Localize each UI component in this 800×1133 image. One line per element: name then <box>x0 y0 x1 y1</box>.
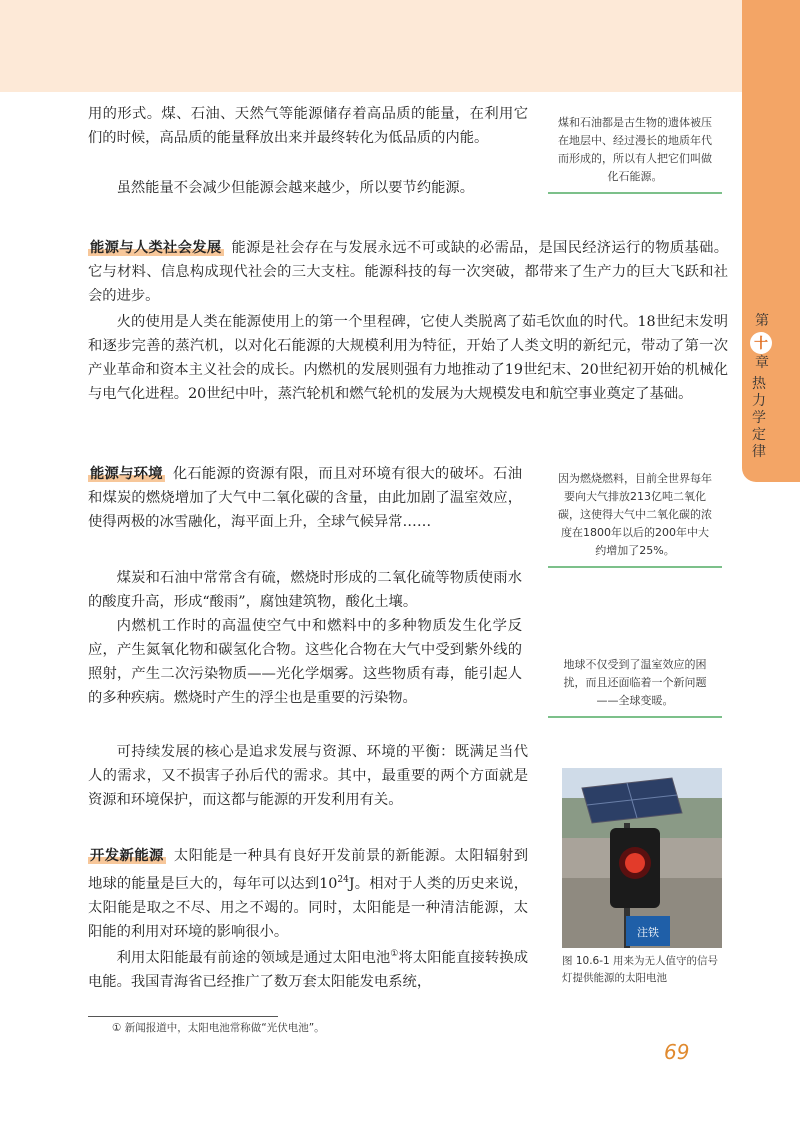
footnote: ① 新闻报道中，太阳电池常称做“光伏电池”。 <box>112 1022 325 1034</box>
section-energy-environment-p4: 可持续发展的核心是追求发展与资源、环境的平衡：既满足当代人的需求，又不损害子孙后代的需求。其中，最重要的两个方面就是资源和环境保护，而这都与能源的开发利用有关。 <box>88 744 528 808</box>
page-number: 69 <box>664 1040 690 1064</box>
exponent: 24 <box>337 875 349 885</box>
chapter-label-bottom: 章 <box>755 355 769 371</box>
section-new-energy-p2-b: 将太阳能直接转换成电能。我国青海省已经推广了数万套太阳能发电系统， <box>88 949 529 990</box>
section-new-energy-p2 <box>88 942 528 994</box>
section-heading-new-energy: 开发新能源 <box>90 848 164 864</box>
side-note-co2-emissions: 因为燃烧燃料，目前全世界每年要向大气排放213亿吨二氧化碳，这使得大气中二氧化碳的浓度在1800年以后的200年中大约增加了25%。 <box>548 464 722 568</box>
side-note-global-warming: 地球不仅受到了温室效应的困扰，而且还面临着一个新问题——全球变暖。 <box>548 650 722 718</box>
section-energy-society-p2: 火的使用是人类在能源使用上的第一个里程碑，它使人类脱离了茹毛饮血的时代。18世纪末发明和逐步完善的蒸汽机，以对化石能源的大规模利用为特征，开始了人类文明的新纪元，带动了第一次产业革命和资本主义社会的成长。内燃机的发展则强有力地推动了19世纪末、20世纪初开始的机械化与电气化进程。20世纪中叶，蒸汽轮机和燃气轮机的发展为大规模发电和航空事业奠定了基础。 <box>88 314 728 402</box>
chapter-label-top: 第 <box>755 313 769 329</box>
section-energy-environment-text: 化石能源的资源有限，而且对环境有很大的破坏。石油和煤炭的燃烧增加了大气中二氧化碳的含量，由此加剧了温室效应，使得两极的冰雪融化，海平面上升，全球气候异常…… <box>88 466 523 530</box>
section-new-energy-text-b: J。相对于人类的历史来说，太阳能是取之不尽、用之不竭的。同时，太阳能是一种清洁能源，太阳能的利用对环境的影响很小。 <box>88 875 528 940</box>
side-note-fossil-fuels: 煤和石油都是古生物的遗体被压在地层中、经过漫长的地质年代而形成的，所以有人把它们叫做化石能源。 <box>548 108 722 194</box>
section-energy-environment-p3: 内燃机工作时的高温使空气中和燃料中的多种物质发生化学反应，产生氮氧化物和碳氢化合物。这些化合物在大气中受到紫外线的照射，产生二次污染物质——光化学烟雾。这些物质有毒，能引起人的多种疾病。燃烧时产生的浮尘也是重要的污染物。 <box>88 618 522 706</box>
footnote-divider <box>88 1016 278 1017</box>
chapter-name: 热力学定律 <box>752 376 766 460</box>
section-new-energy-p1 <box>88 844 528 944</box>
section-new-energy-text-a: 太阳能是一种具有良好开发前景的新能源。太阳辐射到地球的能量是巨大的，每年可以达到10 <box>88 848 528 892</box>
footnote-marker: ① <box>390 949 399 959</box>
section-energy-society-p1 <box>88 236 728 308</box>
intro-paragraph-1: 用的形式。煤、石油、天然气等能源储存着高品质的能量，在利用它们的时候，高品质的能量释放出来并最终转化为低品质的内能。 <box>88 106 528 146</box>
section-heading-energy-environment: 能源与环境 <box>90 466 163 482</box>
section-heading-energy-society: 能源与人类社会发展 <box>90 240 222 256</box>
top-header-band <box>0 0 742 92</box>
section-energy-society-text: 能源是社会存在与发展永远不可或缺的必需品，是国民经济运行的物质基础。它与材料、信息构成现代社会的三大支柱。能源科技的每一次突破，都带来了生产力的巨大飞跃和社会的进步。 <box>88 240 729 304</box>
intro-paragraph-2: 虽然能量不会减少但能源会越来越少，所以要节约能源。 <box>116 180 475 196</box>
chapter-number-badge: 十 <box>750 332 772 354</box>
figure-caption: 图 10.6-1 用来为无人值守的信号灯提供能源的太阳电池 <box>562 955 719 984</box>
top-header-tab <box>742 0 800 92</box>
section-new-energy-p2-a: 利用太阳能最有前途的领域是通过太阳电池 <box>116 949 391 966</box>
sign-text: 注铁 <box>637 926 659 939</box>
section-energy-environment-p2: 煤炭和石油中常常含有硫，燃烧时形成的二氧化硫等物质使雨水的酸度升高，形成“酸雨”，腐蚀建筑物，酸化土壤。 <box>88 570 522 610</box>
solar-signal-photo <box>562 768 722 948</box>
section-energy-environment-p1 <box>88 462 522 534</box>
chapter-side-tab <box>742 92 800 482</box>
solar-signal-illustration <box>562 768 722 948</box>
